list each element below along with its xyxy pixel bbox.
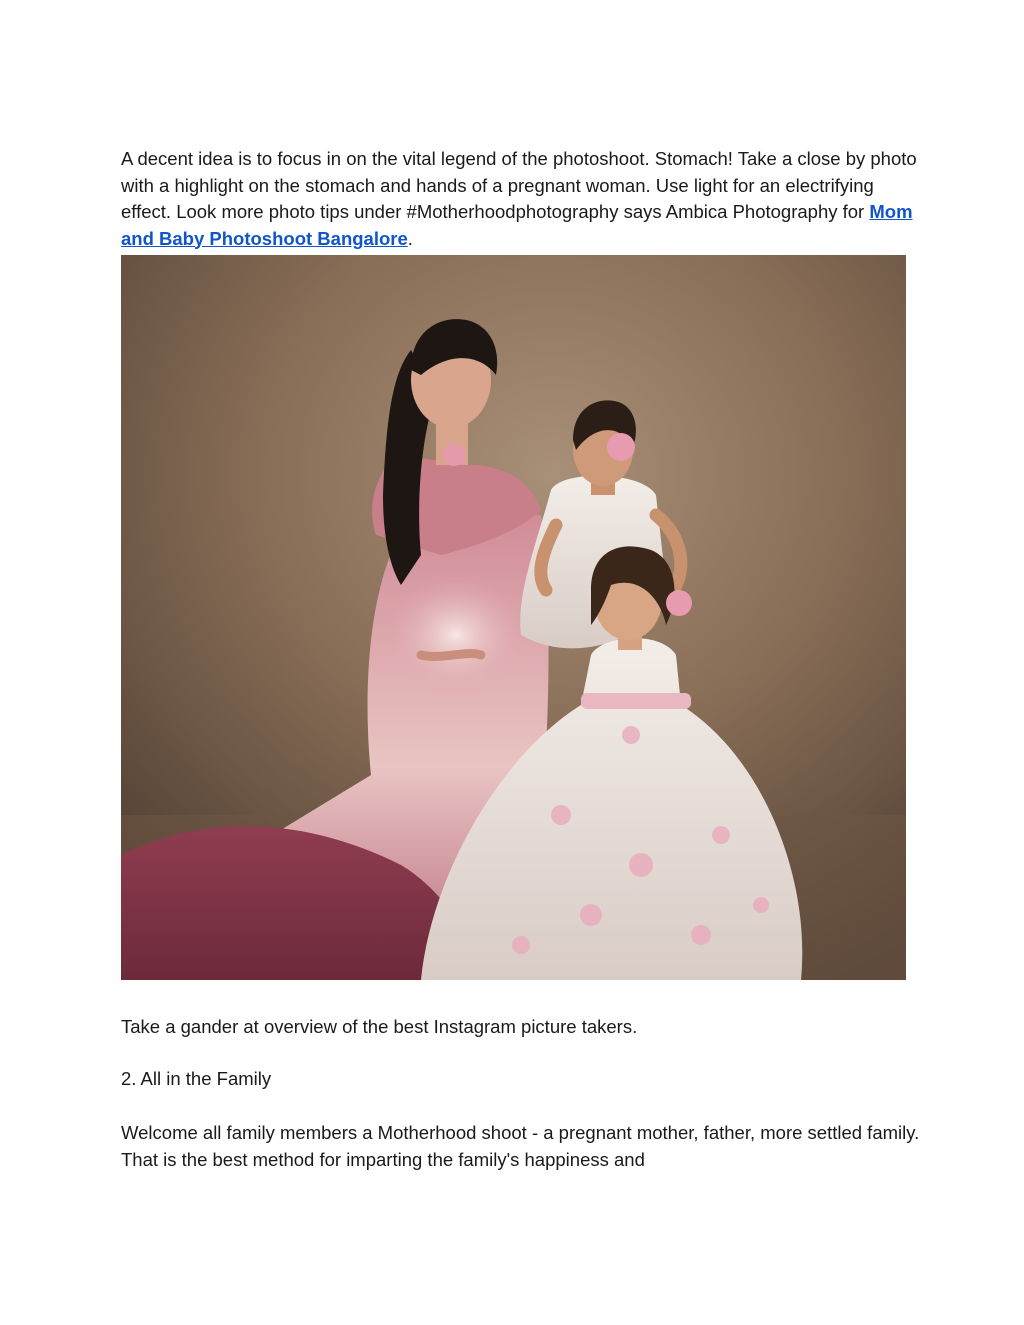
older-girl-rose-icon xyxy=(607,433,635,461)
mom-baby-photoshoot-link[interactable]: Mom and Baby Photoshoot Bangalore xyxy=(121,201,913,249)
younger-girl-rose-icon xyxy=(666,590,692,616)
family-maternity-photo xyxy=(121,255,906,980)
family-paragraph: Welcome all family members a Motherhood shoot - a pregnant mother, father, more settled family. That is the best method for imparting the family's happiness and xyxy=(121,1122,920,1170)
intro-period: . xyxy=(407,227,413,249)
intro-paragraph xyxy=(121,146,921,252)
instagram-caption: Take a gander at overview of the best Instagram picture takers. xyxy=(121,1016,638,1037)
mother-rose-icon xyxy=(443,444,465,466)
intro-text: A decent idea is to focus in on the vital legend of the photoshoot. Stomach! Take a close by photo with a highlight on the stomach and hands of a pregnant woman. Use light for an electrifying effect. Look more photo tips under #Motherhoodphotography says Ambica Photography for xyxy=(121,148,917,222)
section-heading: 2. All in the Family xyxy=(121,1068,272,1089)
